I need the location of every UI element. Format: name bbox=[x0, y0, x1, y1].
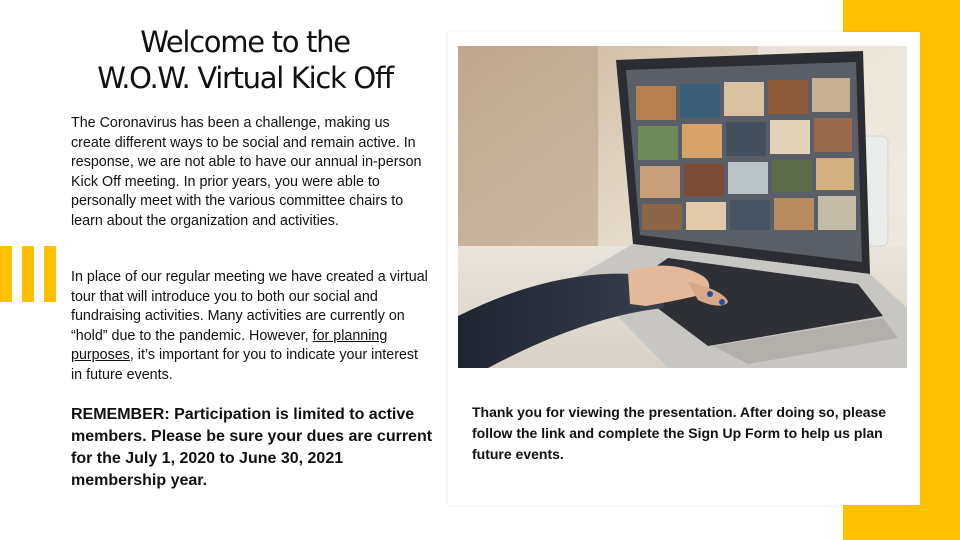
accent-bar bbox=[0, 246, 12, 302]
intro-paragraph: The Coronavirus has been a challenge, making us create different ways to be social and remain active. In response, we are not able to have our annual in-person Kick Off meeting. In prior years, you were able to personally meet with the various committee chairs to learn about the organization and activities. bbox=[71, 115, 422, 229]
accent-block-bottom bbox=[843, 505, 960, 540]
accent-bar bbox=[44, 246, 56, 302]
title-line-1: Welcome to the bbox=[140, 25, 350, 59]
accent-block-top bbox=[843, 0, 960, 32]
laptop-photo bbox=[458, 46, 907, 368]
slide-title bbox=[70, 24, 420, 96]
title-line-2: W.O.W. Virtual Kick Off bbox=[97, 61, 393, 95]
remember-notice: REMEMBER: Participation is limited to active members. Please be sure your dues are current for the July 1, 2020 to June 30, 2021 membership year. bbox=[71, 406, 433, 489]
thanks-notice: Thank you for viewing the presentation. After doing so, please follow the link and complete the Sign Up Form to help us plan future events. bbox=[472, 404, 887, 462]
accent-bar bbox=[22, 246, 34, 302]
tour-text-after: , it’s important for you to indicate your interest in future events. bbox=[71, 347, 419, 383]
tour-text-before: In place of our regular meeting we have created a virtual tour that will introduce you to both our social and fundraising activities. Many activities are currently on “hold” due to the pandemic. However, bbox=[71, 269, 428, 344]
tour-paragraph bbox=[71, 268, 433, 385]
planning-purposes-text: for planning purposes bbox=[71, 327, 388, 363]
accent-bars-left bbox=[0, 246, 60, 302]
accent-bar-right bbox=[920, 0, 960, 540]
